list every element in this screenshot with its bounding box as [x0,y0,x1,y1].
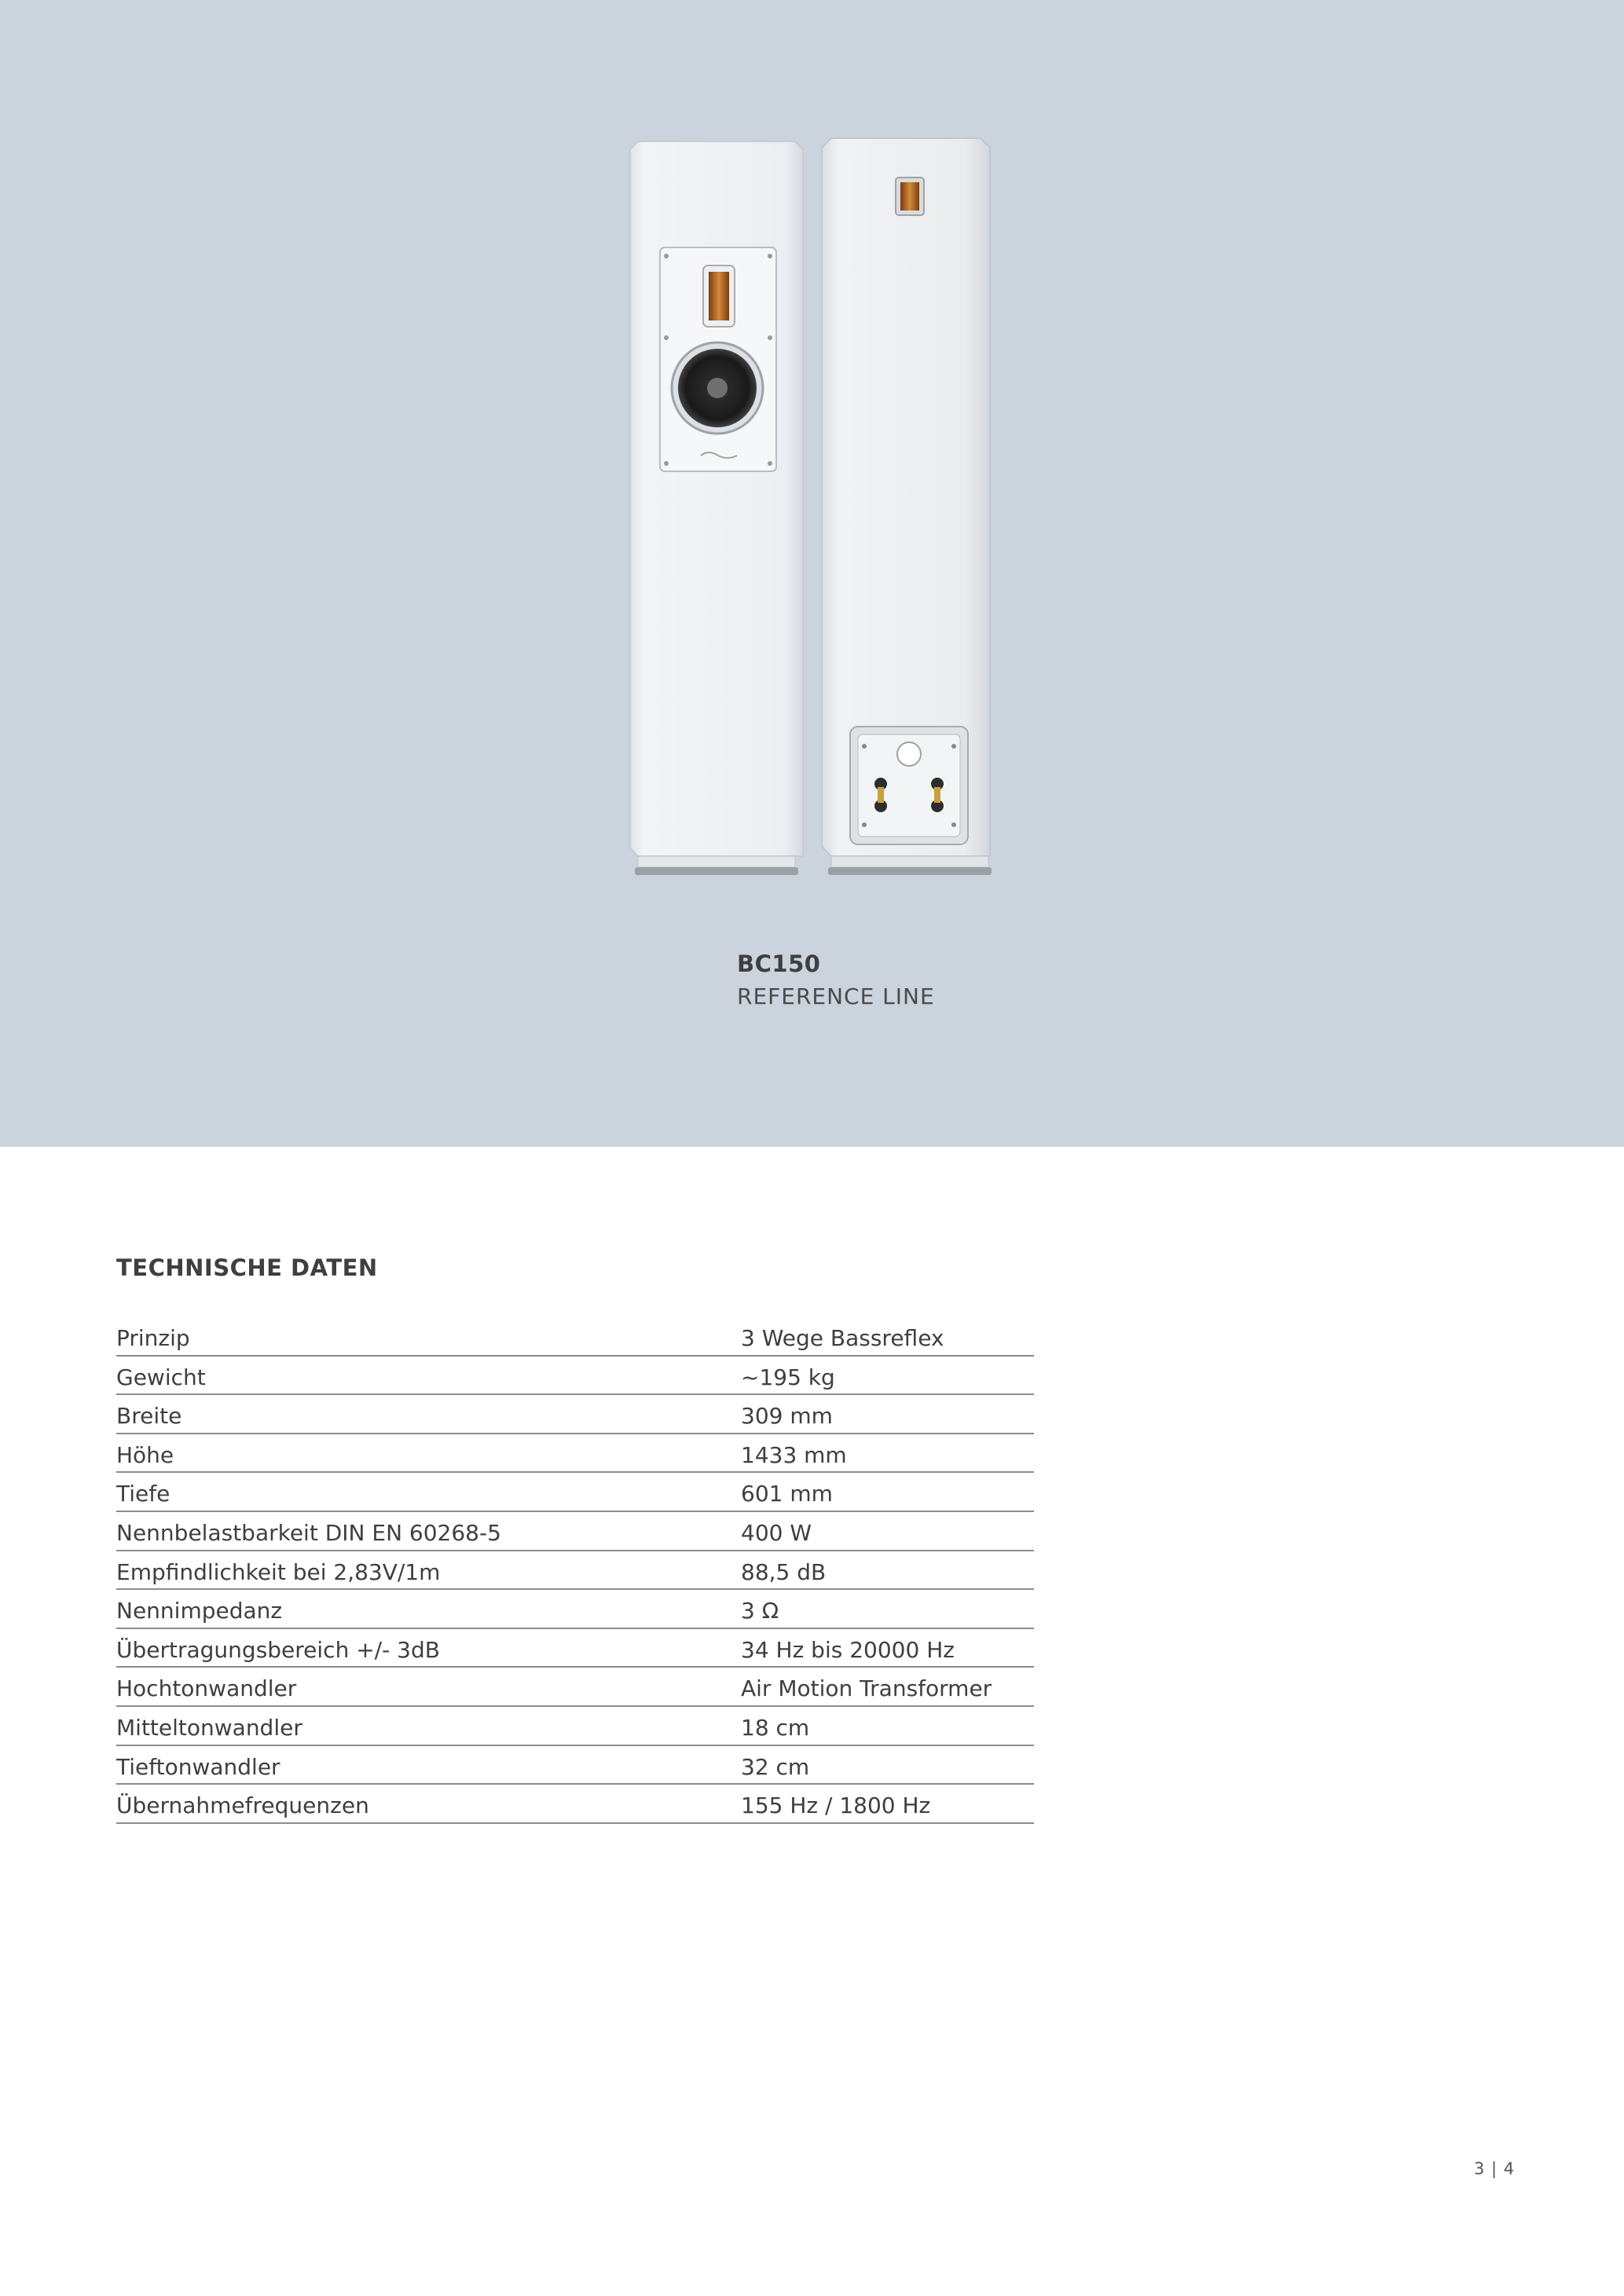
spec-label: Höhe [116,1441,174,1468]
spec-row [116,1512,1034,1551]
spec-label: Übertragungsbereich +/- 3dB [116,1636,440,1663]
spec-row [116,1434,1034,1474]
spec-row [116,1707,1034,1746]
spec-value: 3 Ω [741,1598,779,1624]
spec-label: Empfindlichkeit bei 2,83V/1m [116,1558,441,1585]
product-line: REFERENCE LINE [737,983,935,1009]
spec-value: 1433 mm [741,1441,847,1468]
front-speaker [630,141,803,875]
specs-title: TECHNISCHE DATEN [116,1254,378,1281]
spec-row [116,1473,1034,1512]
spec-value: 155 Hz / 1800 Hz [741,1792,931,1819]
spec-label: Übernahmefrequenzen [116,1792,369,1819]
spec-value: 88,5 dB [741,1558,827,1585]
spec-label: Mitteltonwandler [116,1714,302,1741]
spec-row [116,1629,1034,1668]
spec-row [116,1746,1034,1785]
spec-value: 34 Hz bis 20000 Hz [741,1636,955,1663]
page-number: 3 | 4 [1474,2159,1516,2178]
spec-label: Tiefe [116,1481,170,1507]
spec-row [116,1590,1034,1629]
speaker-product-image [621,126,998,903]
spec-row [116,1317,1034,1357]
spec-value: 400 W [741,1519,812,1546]
back-speaker [822,138,992,875]
spec-value: ~195 kg [741,1364,835,1390]
spec-value: 601 mm [741,1481,833,1507]
spec-value: 18 cm [741,1714,810,1741]
spec-row [116,1668,1034,1707]
spec-label: Hochtonwandler [116,1675,297,1702]
spec-label: Nennbelastbarkeit DIN EN 60268-5 [116,1519,501,1546]
product-model: BC150 [737,950,821,977]
spec-value: 32 cm [741,1753,810,1780]
specs-table [116,1317,1034,1824]
spec-row [116,1357,1034,1396]
spec-row [116,1551,1034,1591]
spec-label: Prinzip [116,1325,190,1351]
spec-value: Air Motion Transformer [741,1675,992,1702]
spec-label: Gewicht [116,1364,206,1390]
spec-value: 309 mm [741,1403,833,1430]
spec-label: Tieftonwandler [116,1753,280,1780]
spec-row [116,1785,1034,1824]
spec-value: 3 Wege Bassreflex [741,1325,944,1351]
spec-label: Breite [116,1403,182,1430]
hero-banner [0,0,1624,1147]
spec-label: Nennimpedanz [116,1598,283,1624]
spec-row [116,1395,1034,1434]
